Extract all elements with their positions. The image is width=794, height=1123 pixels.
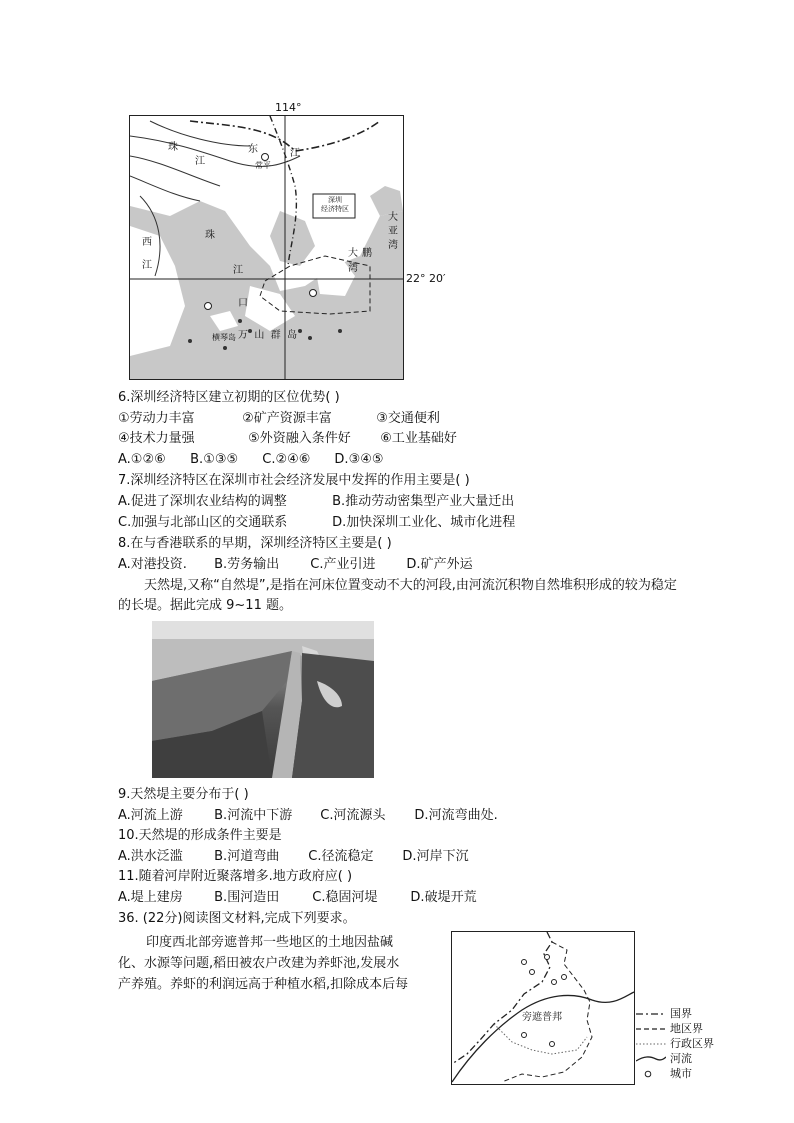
longitude-label: 114° bbox=[275, 101, 302, 114]
map-label-zhu-2: 珠 bbox=[205, 230, 215, 241]
q6-option-b: B.①③⑤ bbox=[190, 452, 239, 467]
legend-admin-border bbox=[636, 1036, 714, 1051]
q7-options-row1 bbox=[118, 493, 514, 511]
q6-item-1: ①劳动力丰富 bbox=[118, 411, 195, 426]
q10-option-b: B.河道弯曲 bbox=[214, 849, 280, 864]
map-label-wanshan: 万 山 群 岛 bbox=[238, 330, 298, 341]
latitude-label: 22° 20′ bbox=[406, 272, 446, 285]
q11-options bbox=[118, 889, 477, 907]
map-label-dapeng: 大鹏湾 bbox=[348, 248, 376, 274]
q36-para-line-3: 产养殖。养虾的利润远高于种植水稻,扣除成本后每 bbox=[118, 977, 409, 992]
national-border-symbol bbox=[636, 1009, 666, 1019]
river-symbol bbox=[636, 1054, 666, 1064]
q7-stem: 7.深圳经济特区在深圳市社会经济发展中发挥的作用主要是( ) bbox=[118, 473, 470, 488]
q6-item-4: ④技术力量强 bbox=[118, 431, 195, 446]
map-label-dayawan: 大亚湾 bbox=[388, 212, 398, 251]
q8-option-a: A.对港投资. bbox=[118, 557, 187, 572]
q9-option-a: A.河流上游 bbox=[118, 808, 183, 823]
q36-para-line-2: 化、水源等问题,稻田被农户改建为养虾池,发展水 bbox=[118, 956, 400, 971]
legend-label-region-border: 地区界 bbox=[670, 1022, 703, 1035]
q6-item-5: ⑤外资融入条件好 bbox=[248, 431, 351, 446]
legend-label-city: 城市 bbox=[670, 1067, 692, 1080]
q36-para-line-1: 印度西北部旁遮普邦一些地区的土地因盐碱 bbox=[146, 935, 394, 950]
legend-city bbox=[636, 1066, 714, 1081]
q11-option-d: D.破堤开荒 bbox=[410, 890, 477, 905]
map-label-jiang-2: 江 bbox=[290, 148, 300, 159]
q10-options bbox=[118, 848, 469, 866]
q9-option-c: C.河流源头 bbox=[320, 808, 386, 823]
q6-items-row2 bbox=[118, 430, 457, 448]
legend-region-border bbox=[636, 1021, 714, 1036]
map-label-jiang: 江 bbox=[195, 156, 205, 167]
legend-label-admin-border: 行政区界 bbox=[670, 1037, 714, 1050]
q6-items-row1 bbox=[118, 410, 440, 428]
legend-label-national-border: 国界 bbox=[670, 1007, 692, 1020]
map-label-changping: 常平 bbox=[255, 161, 271, 170]
map-label-dong: 东 bbox=[248, 144, 258, 155]
q11-stem: 11.随着河岸附近聚落增多.地方政府应( ) bbox=[118, 869, 353, 884]
legend-label-river: 河流 bbox=[670, 1052, 692, 1065]
q8-stem: 8.在与香港联系的早期，深圳经济特区主要是( ) bbox=[118, 536, 392, 551]
q9-stem: 9.天然堤主要分布于( ) bbox=[118, 787, 249, 802]
q6-stem: 6.深圳经济特区建立初期的区位优势( ) bbox=[118, 390, 340, 405]
q6-item-6: ⑥工业基础好 bbox=[380, 431, 457, 446]
q7-option-d: D.加快深圳工业化、城市化进程 bbox=[332, 515, 516, 530]
q7-options-row2 bbox=[118, 514, 515, 532]
punjab-map bbox=[451, 931, 635, 1085]
map-label-zhu: 珠 bbox=[168, 142, 178, 153]
q11-option-b: B.围河造田 bbox=[214, 890, 280, 905]
admin-border-symbol bbox=[636, 1039, 666, 1049]
map-label-sez: 深圳 经济特区 bbox=[321, 196, 349, 213]
punjab-map-legend bbox=[636, 1006, 714, 1081]
q7-option-b: B.推动劳动密集型产业大量迁出 bbox=[332, 494, 515, 509]
q6-option-a: A.①②⑥ bbox=[118, 452, 166, 467]
map-label-hengqin: 横琴岛 bbox=[212, 333, 236, 342]
city-symbol bbox=[636, 1069, 666, 1079]
q36-stem: 36. (22分)阅读图文材料,完成下列要求。 bbox=[118, 911, 356, 926]
q8-option-d: D.矿产外运 bbox=[406, 557, 473, 572]
map-label-kou: 口 bbox=[238, 298, 248, 309]
legend-river bbox=[636, 1051, 714, 1066]
map-label-jiang-4: 江 bbox=[233, 265, 243, 276]
q11-option-c: C.稳固河堤 bbox=[312, 890, 378, 905]
q10-option-c: C.径流稳定 bbox=[308, 849, 374, 864]
q10-option-d: D.河岸下沉 bbox=[402, 849, 469, 864]
q6-item-2: ②矿产资源丰富 bbox=[242, 411, 332, 426]
levee-photo-graphic bbox=[152, 621, 374, 778]
q10-option-a: A.洪水泛滥 bbox=[118, 849, 183, 864]
region-border-symbol bbox=[636, 1024, 666, 1034]
pearl-river-delta-map bbox=[129, 115, 404, 380]
map-label-xi: 西 bbox=[142, 237, 152, 248]
q7-option-c: C.加强与北部山区的交通联系 bbox=[118, 515, 288, 530]
q7-option-a: A.促进了深圳农业结构的调整 bbox=[118, 494, 287, 509]
q6-option-d: D.③④⑤ bbox=[334, 452, 384, 467]
q8-option-b: B.劳务输出 bbox=[214, 557, 280, 572]
q10-stem: 10.天然堤的形成条件主要是 bbox=[118, 828, 282, 843]
natural-levee-photo bbox=[152, 621, 374, 778]
natural-levee-intro: 天然堤,又称“自然堤”,是指在河床位置变动不大的河段,由河流沉积物自然堆积形成的较为稳定的长堤。据此完成 9~11 题。 bbox=[118, 578, 677, 613]
q8-options bbox=[118, 556, 473, 574]
q6-options bbox=[118, 451, 384, 469]
legend-national-border bbox=[636, 1006, 714, 1021]
map-label-jiang-3: 江 bbox=[142, 260, 152, 271]
q9-option-b: B.河流中下游 bbox=[214, 808, 293, 823]
q9-option-d: D.河流弯曲处. bbox=[414, 808, 498, 823]
q8-option-c: C.产业引进 bbox=[310, 557, 376, 572]
q6-option-c: C.②④⑥ bbox=[262, 452, 311, 467]
q11-option-a: A.堤上建房 bbox=[118, 890, 183, 905]
q6-item-3: ③交通便利 bbox=[376, 411, 440, 426]
q9-options bbox=[118, 807, 498, 825]
punjab-region-label: 旁遮普邦 bbox=[522, 1012, 562, 1023]
